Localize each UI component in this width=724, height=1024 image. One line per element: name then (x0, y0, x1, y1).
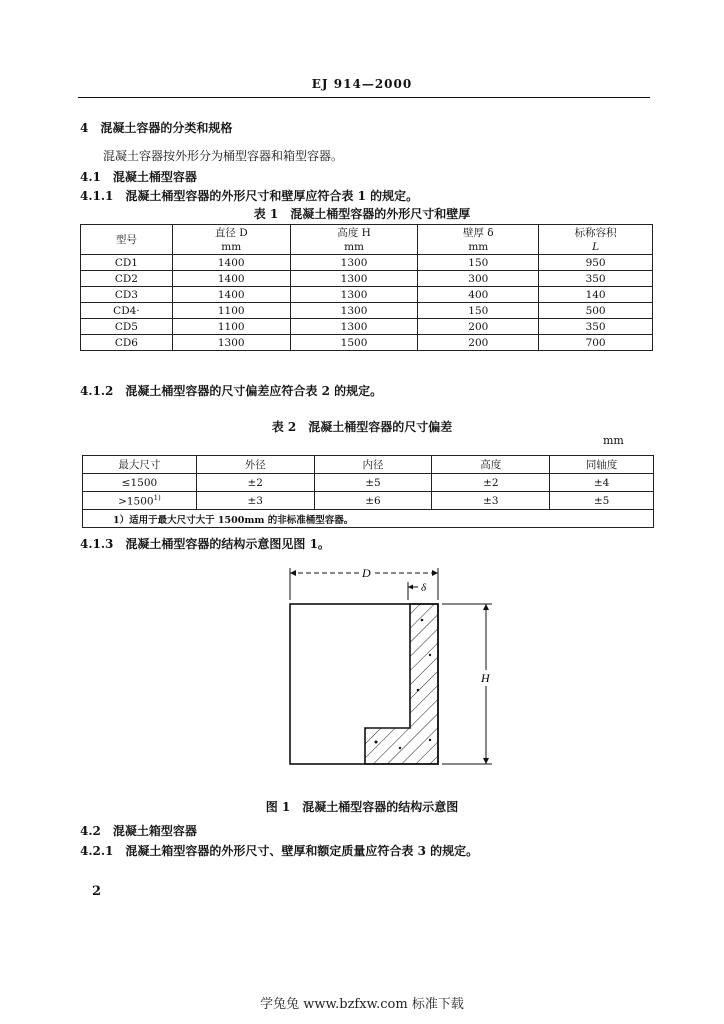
header-rule (78, 97, 650, 98)
section-4-1-2: 4.1.2 混凝土桶型容器的尺寸偏差应符合表 2 的规定。 (80, 384, 383, 398)
table-row (81, 335, 653, 351)
table-row (81, 271, 653, 287)
table-row (83, 474, 654, 492)
table1-unit-height: mm (290, 240, 418, 255)
section-4-title: 4 混凝土容器的分类和规格 (80, 121, 233, 135)
arrowhead (432, 570, 438, 576)
table1-cell: 500 (539, 303, 653, 319)
aggregate-dot (417, 689, 420, 692)
page-number: 2 (92, 884, 102, 899)
table1-cell: CD4· (81, 303, 173, 319)
table1-cell: 200 (418, 335, 539, 351)
table1-cell: CD2 (81, 271, 173, 287)
aggregate-dot (429, 654, 431, 656)
table2-cell: ±6 (314, 492, 432, 510)
arrowhead (408, 585, 413, 590)
table-row (83, 492, 654, 510)
table1-cell: 1100 (172, 303, 290, 319)
table1-unit-diameter: mm (172, 240, 290, 255)
section-4-1-3: 4.1.3 混凝土桶型容器的结构示意图见图 1。 (80, 537, 330, 551)
footnote-marker: 1) (153, 493, 161, 502)
document-code: EJ 914—2000 (311, 77, 413, 91)
table1-header-diameter: 直径 D (172, 225, 290, 241)
table1-cell: 150 (418, 303, 539, 319)
arrowhead (483, 604, 489, 610)
table1-cell: 150 (418, 255, 539, 271)
aggregate-dot (429, 739, 431, 741)
table1-cell: 950 (539, 255, 653, 271)
table1-cell: 1400 (172, 271, 290, 287)
table1-unit-volume: L (539, 240, 653, 255)
table2-header: 最大尺寸 (83, 456, 197, 474)
section-4-2-title: 4.2 混凝土箱型容器 (80, 824, 197, 838)
table1-header-height: 高度 H (290, 225, 418, 241)
table1-cell: 1400 (172, 255, 290, 271)
table1-cell: 1400 (172, 287, 290, 303)
table2-header: 高度 (432, 456, 550, 474)
table1-cell: CD6 (81, 335, 173, 351)
table1-cell: 700 (539, 335, 653, 351)
table-row (81, 319, 653, 335)
table1-cell: 350 (539, 319, 653, 335)
table1-cell: CD3 (81, 287, 173, 303)
table1-cell: 1300 (290, 287, 418, 303)
section-4-intro: 混凝土容器按外形分为桶型容器和箱型容器。 (103, 149, 344, 163)
table2-cell: ±3 (432, 492, 550, 510)
table2-header: 内径 (314, 456, 432, 474)
table2-header: 外径 (196, 456, 314, 474)
arrowhead (290, 570, 296, 576)
section-4-2-1: 4.2.1 混凝土箱型容器的外形尺寸、壁厚和额定质量应符合表 3 的规定。 (80, 844, 479, 858)
table1-cell: 1500 (290, 335, 418, 351)
table2-cell: ≤1500 (83, 474, 197, 492)
table2-footnote: 1）适用于最大尺寸大于 1500mm 的非标准桶型容器。 (83, 510, 654, 528)
section-4-1-title: 4.1 混凝土桶型容器 (80, 170, 197, 184)
table1-cell: 300 (418, 271, 539, 287)
table1-cell: 200 (418, 319, 539, 335)
table1-header-model: 型号 (81, 225, 173, 255)
label-d: D (362, 566, 371, 580)
table1-header-volume: 标称容积 (539, 225, 653, 241)
table1-caption: 表 1 混凝土桶型容器的外形尺寸和壁厚 (253, 207, 471, 221)
table1-cell: 1300 (290, 303, 418, 319)
arrowhead (483, 758, 489, 764)
table2-row2-label: >1500 (118, 495, 154, 508)
table2-cell: ±4 (550, 474, 654, 492)
table1-cell: 140 (539, 287, 653, 303)
table-row (81, 255, 653, 271)
label-h: H (481, 671, 490, 685)
table1-header-wall: 壁厚 δ (418, 225, 539, 241)
table1-cell: 400 (418, 287, 539, 303)
table1-cell: 1300 (290, 255, 418, 271)
figure1-diagram (280, 560, 510, 775)
table1-cell: CD5 (81, 319, 173, 335)
aggregate-dot (375, 741, 378, 744)
table1 (80, 224, 653, 351)
table2-cell: ±2 (196, 474, 314, 492)
table-row (81, 303, 653, 319)
table1-cell: 1300 (290, 271, 418, 287)
table2-cell: ±5 (550, 492, 654, 510)
table1-cell: 1300 (290, 319, 418, 335)
table1-cell: 1100 (172, 319, 290, 335)
table2-header: 同轴度 (550, 456, 654, 474)
table1-cell: 350 (539, 271, 653, 287)
aggregate-dot (421, 619, 424, 622)
table2-unit: mm (603, 434, 624, 447)
table2-cell: ±3 (196, 492, 314, 510)
section-4-1-1: 4.1.1 混凝土桶型容器的外形尺寸和壁厚应符合表 1 的规定。 (80, 189, 419, 203)
table2-cell: ±2 (432, 474, 550, 492)
label-delta: δ (421, 582, 427, 594)
table1-cell: 1300 (172, 335, 290, 351)
table2-cell (83, 492, 197, 510)
table2-cell: ±5 (314, 474, 432, 492)
table1-unit-wall: mm (418, 240, 539, 255)
table1-cell: CD1 (81, 255, 173, 271)
table2-caption: 表 2 混凝土桶型容器的尺寸偏差 (271, 420, 453, 434)
table2 (82, 455, 654, 528)
aggregate-dot (399, 747, 401, 749)
watermark: 学兔兔 www.bzfxw.com 标准下载 (260, 997, 464, 1012)
table-row (81, 287, 653, 303)
figure1-caption: 图 1 混凝土桶型容器的结构示意图 (265, 800, 459, 814)
wall-section (365, 604, 438, 764)
